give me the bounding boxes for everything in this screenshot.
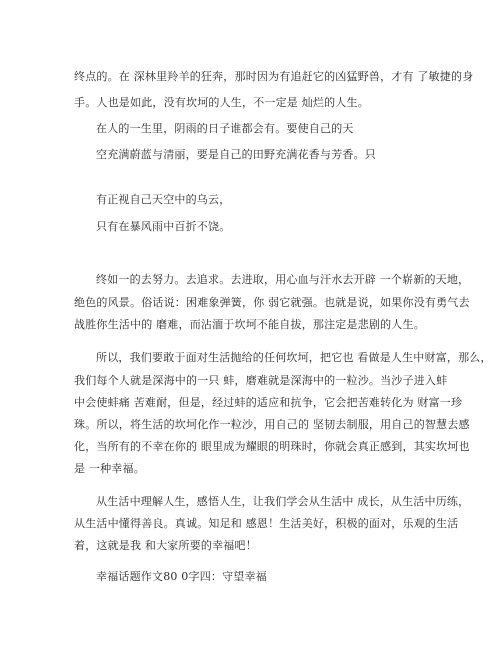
text-line: 终点的。在 深林里羚羊的狂奔，那时因为有追赶它的凶猛野兽，才有 了敏捷的身 xyxy=(74,70,474,83)
text-line: 终如一的去努力。去追求。去进取，用心血与汗水去开辟 一个崭新的天地， xyxy=(96,273,470,286)
text-line: 化，当所有的不幸在你的 眼里成为耀眼的明珠时，你就会真正感到，其实坎坷也 xyxy=(74,440,470,453)
text-line: 是 一种幸福。 xyxy=(74,462,145,475)
text-line: 所以，我们要敢于面对生活抛给的任何坎坷，把它也 看做是人生中财富，那么， xyxy=(96,351,492,364)
text-line: 我们每个人就是深海中的一只 蚌，磨难就是深海中的一粒沙。当沙子进入蚌 xyxy=(74,374,448,387)
text-line: 从生活中理解人生，感悟人生，让我们学会从生活中 成长，从生活中历练， xyxy=(96,495,470,508)
text-line: 战胜你生活中的 磨难，而沾湎于坎坷不能自拔，那注定是悲剧的人生。 xyxy=(74,318,425,331)
text-line: 绝色的风景。俗话说：困难象弹簧，你 弱它就强。也就是说，如果你没有勇气去 xyxy=(74,296,470,309)
text-line: 有正视自己天空中的乌云， xyxy=(96,193,231,206)
text-line: 从生活中懂得善良。真诚。知足和 感恩！生活美好，积极的面对，乐观的生活 xyxy=(74,517,459,530)
text-line: 幸福话题作文80 0字四：守望幸福 xyxy=(96,570,267,583)
text-line: 中会使蚌痛 苦难耐，但是，经过蚌的适应和抗争，它会把苦难转化为 财富一珍 xyxy=(74,396,463,409)
text-line: 只有在暴风雨中百折不饶。 xyxy=(96,220,231,233)
text-line: 手。人也是如此，没有坎坷的人生，不一定是 灿烂的人生。 xyxy=(74,96,369,109)
text-line: 在人的一生里，阴雨的日子谁都会有。要使自己的天 xyxy=(96,122,354,135)
text-line: 着，这就是我 和大家所要的幸福吧！ xyxy=(74,539,257,552)
text-line: 珠。所以，将生活的坎坷化作一粒沙，用自己的 坚韧去制服，用自己的智慧去感 xyxy=(74,418,470,431)
text-line: 空充满蔚蓝与清丽，要是自己的田野充满花香与芳香。只 xyxy=(96,148,376,161)
